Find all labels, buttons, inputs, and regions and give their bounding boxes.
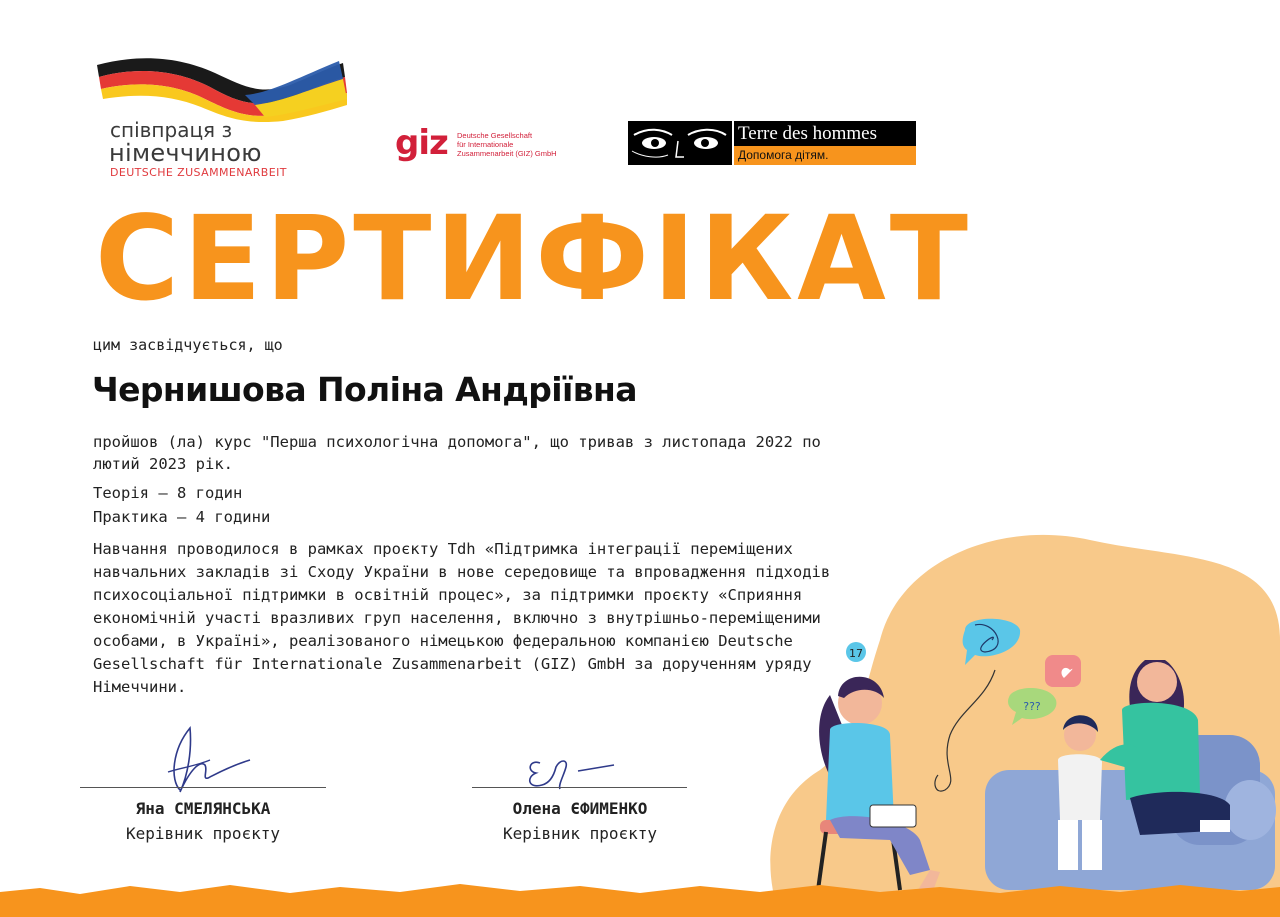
tdh-logo xyxy=(628,121,916,166)
signature-1-role: Керівник проєкту xyxy=(125,824,281,843)
signature-2-line xyxy=(472,787,687,788)
cooperation-line3: DEUTSCHE ZUSAMMENARBEIT xyxy=(110,166,287,179)
badge-number: 17 xyxy=(849,647,863,660)
child-face-icon xyxy=(628,121,732,165)
signature-1-name: Яна СМЕЛЯНСЬКА xyxy=(135,799,271,818)
practice-hours: Практика – 4 години xyxy=(93,508,271,526)
project-text: Навчання проводилося в рамках проєкту Tdh «Підтримка інтеграції переміщених навчальних закладів зі Сходу України в нове середовище та впровадження підходів психосоціальної підтримки в освітній процес», за підтримки проєкту «Сприяння економічній участі вразливих груп населення, включно з внутрішньо-переміщеними особами, в Україні», реалізованого німецькою федеральною компанією Deutsche Gesellschaft für Internationale Zusammenarbeit (GIZ) GmbH за дорученням уряду Німеччини. xyxy=(93,540,831,696)
giz-text-line1: Deutsche Gesellschaft xyxy=(457,131,533,140)
certificate-title: СЕРТИФІКАТ xyxy=(95,190,972,327)
cooperation-line2: німеччиною xyxy=(109,139,262,167)
cooperation-line1: співпраця з xyxy=(110,118,233,142)
signature-2-role: Керівник проєкту xyxy=(502,824,658,843)
giz-text-line3: Zusammenarbeit (GIZ) GmbH xyxy=(457,149,557,158)
giz-logo xyxy=(395,123,595,166)
signature-1-line xyxy=(80,787,326,788)
theory-hours: Теорія – 8 годин xyxy=(93,484,243,502)
giz-mark: giz xyxy=(395,123,448,163)
recipient-name: Чернишова Поліна Андріївна xyxy=(92,370,637,409)
signature-2-name: Олена ЄФИМЕНКО xyxy=(512,799,648,818)
course-text: пройшов (ла) курс "Перша психологічна допомога", що тривав з листопада 2022 по лютий 2023 рік. xyxy=(93,433,821,473)
counseling-illustration xyxy=(760,520,1280,917)
tdh-tagline: Допомога дітям. xyxy=(734,146,916,165)
giz-text-line2: für Internationale xyxy=(457,140,514,149)
giz-text xyxy=(457,131,577,158)
bubble-text: ??? xyxy=(1023,700,1041,713)
cooperation-germany-logo xyxy=(95,55,355,180)
tdh-name: Terre des hommes xyxy=(734,121,916,146)
bottom-border xyxy=(0,880,1280,917)
flag-ribbon-icon xyxy=(95,55,355,123)
course-hours xyxy=(93,481,270,529)
certificate-intro: цим засвідчується, що xyxy=(93,336,283,354)
signature-1-mark xyxy=(150,720,260,800)
